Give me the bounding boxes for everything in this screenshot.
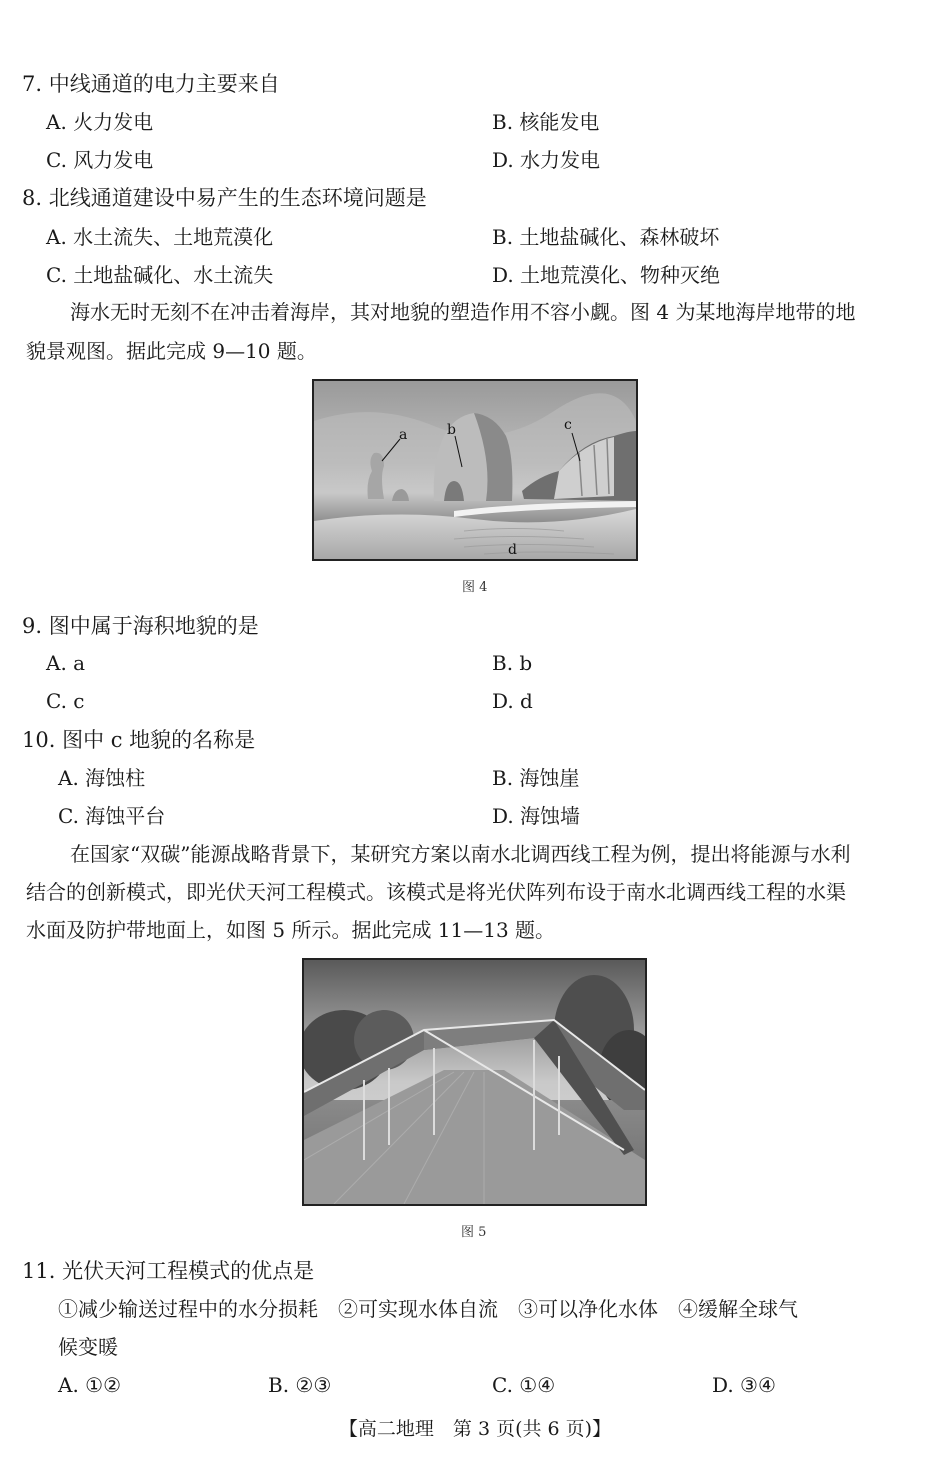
q11-items-line2: 候变暖: [58, 1335, 118, 1359]
figure-5-caption: 图 5: [461, 1225, 487, 1240]
figure-4-caption: 图 4: [462, 580, 488, 595]
q8-stem: 8. 北线通道建设中易产生的生态环境问题是: [22, 186, 427, 210]
q11-option-b: B. ②③: [268, 1373, 332, 1397]
q9-option-a: A. a: [46, 651, 86, 675]
q7-option-d: D. 水力发电: [492, 148, 601, 172]
q9-option-c: C. c: [46, 689, 85, 713]
q8-option-a: A. 水土流失、土地荒漠化: [46, 225, 274, 249]
q10-stem: 10. 图中 c 地貌的名称是: [22, 728, 256, 752]
q9-stem: 9. 图中属于海积地貌的是: [22, 614, 259, 638]
passage3-line3: 水面及防护带地面上，如图 5 所示。据此完成 11—13 题。: [26, 918, 556, 942]
q10-option-d: D. 海蚀墙: [492, 804, 581, 828]
passage3-line2: 结合的创新模式，即光伏天河工程模式。该模式是将光伏阵列布设于南水北调西线工程的水渠: [26, 880, 846, 904]
q7-option-a: A. 火力发电: [46, 110, 154, 134]
q11-option-c: C. ①④: [492, 1373, 556, 1397]
q10-option-c: C. 海蚀平台: [58, 804, 166, 828]
q7-stem: 7. 中线通道的电力主要来自: [22, 72, 280, 96]
passage2-line2: 貌景观图。据此完成 9—10 题。: [26, 339, 317, 363]
q9-option-d: D. d: [492, 689, 533, 713]
passage3-line1: 在国家“双碳”能源战略背景下，某研究方案以南水北调西线工程为例，提出将能源与水利: [70, 842, 851, 866]
q9-option-b: B. b: [492, 651, 533, 675]
figure-5-photovoltaic-canal: [302, 958, 647, 1206]
q11-items-line1: ①减少输送过程中的水分损耗 ②可实现水体自流 ③可以净化水体 ④缓解全球气: [58, 1297, 798, 1321]
page-footer: 【高二地理 第 3 页(共 6 页)】: [338, 1418, 612, 1440]
fig4-label-a: a: [399, 427, 408, 443]
q8-option-c: C. 土地盐碱化、水土流失: [46, 263, 274, 287]
q8-option-d: D. 土地荒漠化、物种灭绝: [492, 263, 721, 287]
q7-option-b: B. 核能发电: [492, 110, 600, 134]
q11-option-d: D. ③④: [712, 1373, 776, 1397]
fig4-label-d: d: [508, 542, 517, 558]
q11-option-a: A. ①②: [58, 1373, 122, 1397]
q7-option-c: C. 风力发电: [46, 148, 154, 172]
q11-stem: 11. 光伏天河工程模式的优点是: [22, 1259, 315, 1283]
fig4-label-c: c: [564, 417, 572, 433]
q10-option-a: A. 海蚀柱: [58, 766, 146, 790]
fig4-label-b: b: [447, 422, 456, 438]
q8-option-b: B. 土地盐碱化、森林破坏: [492, 225, 720, 249]
q10-option-b: B. 海蚀崖: [492, 766, 580, 790]
passage2-line1: 海水无时无刻不在冲击着海岸，其对地貌的塑造作用不容小觑。图 4 为某地海岸地带的地: [70, 300, 856, 324]
figure-4-coastal-landscape: [312, 379, 638, 561]
